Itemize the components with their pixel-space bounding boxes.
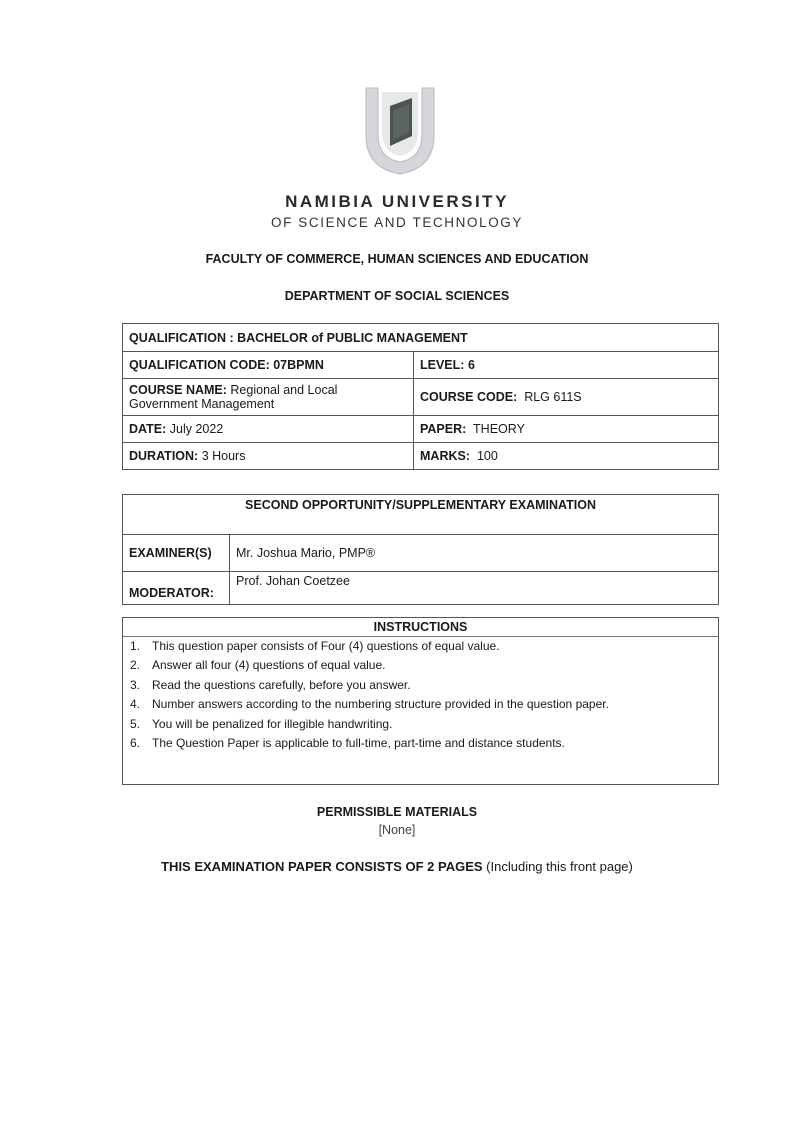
- list-item: [123, 715, 718, 734]
- university-subtitle: OF SCIENCE AND TECHNOLOGY: [270, 215, 524, 230]
- date-value: July 2022: [169, 422, 224, 436]
- moderator-value: Prof. Johan Coetzee: [230, 572, 719, 605]
- list-item: [123, 734, 718, 753]
- paper-value: THEORY: [473, 422, 525, 436]
- course-info-table: [122, 323, 719, 470]
- page-count-bold: THIS EXAMINATION PAPER CONSISTS OF 2 PAGES: [161, 859, 483, 874]
- permissible-materials-title: PERMISSIBLE MATERIALS: [316, 805, 478, 819]
- university-name: NAMIBIA UNIVERSITY: [285, 192, 509, 211]
- course-code-label: COURSE CODE:: [420, 390, 518, 404]
- item-number: 5.: [130, 716, 141, 731]
- examiner-label: EXAMINER(S): [123, 535, 230, 572]
- item-text: You will be penalized for illegible handwriting.: [152, 716, 393, 731]
- item-text: Number answers according to the numbering structure provided in the question paper.: [152, 697, 609, 712]
- course-code-value: RLG 611S: [524, 390, 582, 404]
- level-cell: [414, 352, 719, 379]
- level-value: 6: [467, 358, 475, 372]
- item-number: 1.: [130, 639, 141, 653]
- item-text: Answer all four (4) questions of equal value.: [152, 658, 386, 673]
- exam-title: SECOND OPPORTUNITY/SUPPLEMENTARY EXAMINATION: [245, 498, 596, 512]
- permissible-materials-value: [None]: [378, 823, 416, 837]
- item-number: 4.: [130, 697, 141, 712]
- list-item: [123, 656, 718, 675]
- examination-table: [122, 494, 719, 605]
- faculty-heading: FACULTY OF COMMERCE, HUMAN SCIENCES AND EDUCATION: [205, 252, 589, 266]
- qualification-code-cell: [123, 352, 414, 379]
- moderator-label: MODERATOR:: [123, 572, 230, 605]
- course-name-cell: [123, 379, 414, 416]
- qualification-cell: [123, 324, 719, 352]
- department-heading: DEPARTMENT OF SOCIAL SCIENCES: [284, 289, 510, 303]
- course-name-label: COURSE NAME:: [129, 383, 227, 397]
- duration-cell: [123, 443, 414, 470]
- instructions-title: INSTRUCTIONS: [123, 618, 718, 637]
- qualification-text: QUALIFICATION : BACHELOR of PUBLIC MANAGEMENT: [129, 330, 468, 345]
- instructions-box: [122, 617, 719, 785]
- item-text: Read the questions carefully, before you answer.: [152, 677, 411, 692]
- exam-title-cell: [123, 495, 719, 535]
- university-logo-icon: [362, 84, 438, 176]
- level-label: LEVEL:: [420, 358, 465, 372]
- paper-label: PAPER:: [420, 422, 467, 436]
- instructions-list: [123, 637, 718, 753]
- examiner-value: Mr. Joshua Mario, PMP®: [230, 535, 719, 572]
- list-item: [123, 695, 718, 714]
- item-number: 6.: [130, 735, 141, 750]
- duration-label: DURATION:: [129, 449, 199, 463]
- marks-cell: [414, 443, 719, 470]
- paper-cell: [414, 416, 719, 443]
- marks-label: MARKS:: [420, 449, 470, 463]
- list-item: [123, 637, 718, 656]
- date-cell: [123, 416, 414, 443]
- course-name-value: Regional and Local Government Management: [129, 383, 338, 411]
- marks-value: 100: [476, 449, 498, 463]
- qualification-code-text: QUALIFICATION CODE: 07BPMN: [129, 358, 324, 372]
- item-text: This question paper consists of Four (4) questions of equal value.: [152, 639, 500, 653]
- item-text: The Question Paper is applicable to full-time, part-time and distance students.: [152, 735, 565, 750]
- course-code-cell: [414, 379, 719, 416]
- item-number: 2.: [130, 658, 141, 673]
- item-number: 3.: [130, 677, 141, 692]
- duration-value: 3 Hours: [201, 449, 246, 463]
- page-count-normal: (Including this front page): [486, 859, 633, 874]
- date-label: DATE:: [129, 422, 167, 436]
- list-item: [123, 676, 718, 695]
- page-count-note: [0, 859, 794, 874]
